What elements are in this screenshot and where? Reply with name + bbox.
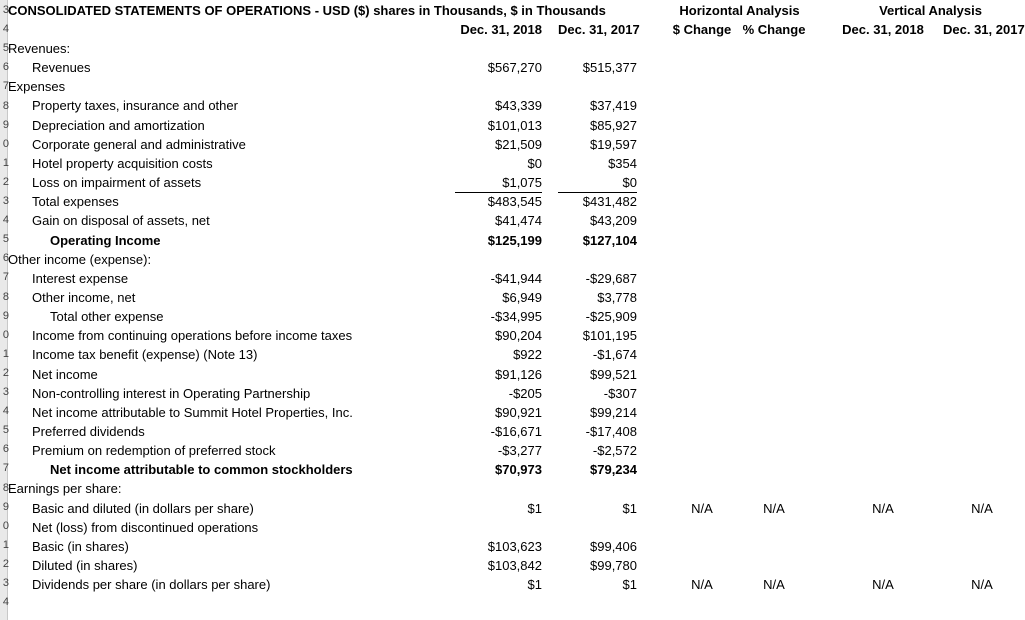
row-number[interactable]: 9 [2,500,9,513]
row-number[interactable]: 1 [2,156,9,169]
row-number[interactable]: 7 [2,462,9,475]
value-2017[interactable]: $79,234 [590,462,637,478]
row-number[interactable]: 8 [2,290,9,303]
value-2018[interactable]: $125,199 [487,232,542,248]
row-label[interactable]: Revenues: [8,41,71,56]
dollar-change-cell[interactable]: N/A [691,577,713,593]
row-number[interactable]: 6 [2,252,9,265]
value-2017[interactable]: $37,419 [590,98,637,114]
table-row [8,479,1024,498]
row-number[interactable]: 4 [2,405,9,418]
row-label[interactable]: Property taxes, insurance and other [32,98,238,114]
value-2017[interactable]: -$307 [603,385,637,401]
value-2017[interactable]: -$1,674 [592,347,637,363]
row-number[interactable]: 3 [2,195,9,207]
row-number[interactable]: 6 [2,61,9,74]
row-number[interactable]: 3 [2,386,9,398]
value-2017[interactable]: $515,377 [582,60,637,76]
row-label[interactable]: Net income [32,366,98,382]
table-row [8,345,1024,364]
value-2017[interactable]: $99,406 [590,538,637,554]
pct-change-cell[interactable]: N/A [763,577,785,593]
vertical-2017-cell[interactable]: N/A [971,577,993,593]
value-2018[interactable]: -$205 [508,385,542,401]
value-2017[interactable]: -$25,909 [585,309,637,325]
table-row [8,575,1024,594]
table-row [8,307,1024,326]
row-label[interactable]: Premium on redemption of preferred stock [32,443,276,459]
row-number[interactable]: 8 [2,481,9,494]
row-label[interactable]: Interest expense [32,270,129,286]
row-label[interactable]: Earnings per share: [8,481,122,497]
value-2018[interactable]: $101,013 [487,117,542,133]
row-number[interactable]: 0 [2,137,9,150]
table-row [8,384,1024,403]
value-2017[interactable]: $43,209 [590,213,637,229]
table-row [8,77,1024,96]
row-label[interactable]: Diluted (in shares) [32,558,138,574]
value-2017[interactable]: $19,597 [590,136,637,152]
value-2018[interactable]: $70,973 [495,462,542,478]
col-header-dollar-change[interactable]: $ Change [672,22,732,37]
vertical-analysis-header[interactable]: Vertical Analysis [879,3,982,18]
value-2018[interactable]: -$16,671 [490,424,542,439]
row-label[interactable]: Net (loss) from discontinued operations [32,519,259,535]
col-header-dec-2018[interactable]: Dec. 31, 2018 [460,22,542,37]
row-label[interactable]: Other income (expense): [8,251,152,267]
row-number[interactable]: 5 [2,42,9,55]
vertical-2018-cell[interactable]: N/A [872,577,894,593]
value-2018[interactable]: $103,623 [487,538,542,554]
table-row [8,269,1024,288]
value-2018[interactable]: $1 [527,577,542,593]
row-label[interactable]: Basic and diluted (in dollars per share) [32,500,254,516]
statement-title[interactable]: CONSOLIDATED STATEMENTS OF OPERATIONS - USD ($) shares in Thousands, $ in Thousands [8,3,606,18]
col-header-pct-change[interactable]: % Change [742,22,806,37]
table-row [8,460,1024,479]
value-2017[interactable]: -$2,572 [592,443,637,459]
row-number[interactable]: 7 [2,80,9,93]
row-number[interactable]: 6 [2,443,9,456]
row-number[interactable]: 9 [2,309,9,322]
value-2018[interactable]: -$34,995 [490,309,542,325]
value-2018[interactable]: $91,126 [495,366,542,382]
row-label[interactable]: Total other expense [50,309,164,325]
row-label[interactable]: Expenses [8,79,66,95]
table-row [8,154,1024,173]
row-label[interactable]: Hotel property acquisition costs [32,155,213,171]
value-2018[interactable]: $21,509 [495,136,542,152]
value-2017[interactable]: $99,214 [590,404,637,420]
value-2017[interactable]: $101,195 [582,328,637,344]
row-label[interactable]: Loss on impairment of assets [32,175,202,191]
row-label[interactable]: Net income attributable to Summit Hotel Properties, Inc. [32,404,353,420]
table-row [8,365,1024,384]
value-2018[interactable]: $41,474 [495,213,542,229]
row-label[interactable]: Non-controlling interest in Operating Partnership [32,385,311,401]
table-row [8,556,1024,575]
col-header-vertical-2018[interactable]: Dec. 31, 2018 [842,22,924,37]
table-row [8,326,1024,345]
pct-change-cell[interactable]: N/A [763,500,785,516]
value-2017[interactable]: $85,927 [590,117,637,133]
table-row [8,288,1024,307]
value-2018[interactable]: $103,842 [487,558,542,574]
row-number[interactable]: 4 [2,596,9,609]
table-row [8,518,1024,537]
value-2018[interactable]: -$3,277 [497,443,542,459]
table-row [8,135,1024,154]
row-label[interactable]: Total expenses [32,194,119,210]
row-number[interactable]: 8 [2,99,9,112]
table-row [8,250,1024,269]
row-number[interactable]: 4 [2,214,9,227]
table-row [8,192,1024,211]
value-2017[interactable]: $354 [608,155,637,171]
table-row [8,441,1024,460]
value-2018[interactable]: $90,921 [495,404,542,420]
dollar-change-cell[interactable]: N/A [691,500,713,516]
row-label[interactable]: Basic (in shares) [32,538,129,554]
horizontal-analysis-header[interactable]: Horizontal Analysis [679,3,800,18]
row-number[interactable]: 2 [2,366,9,379]
value-2018[interactable]: $43,339 [495,98,542,114]
value-2017[interactable]: $3,778 [597,289,637,305]
value-2018[interactable]: $6,949 [502,289,542,305]
table-row [8,537,1024,556]
col-header-vertical-2017[interactable]: Dec. 31, 2017 [943,22,1025,37]
value-2017[interactable]: $431,482 [582,194,637,210]
table-row [8,116,1024,135]
row-label[interactable]: Income tax benefit (expense) (Note 13) [32,347,258,363]
header-row-2 [8,20,1024,39]
value-2018[interactable]: -$41,944 [490,270,542,286]
value-2018[interactable]: $922 [513,347,542,363]
row-label[interactable]: Operating Income [50,232,161,248]
table-row [8,499,1024,518]
row-number[interactable]: 5 [2,233,9,246]
table-row [8,422,1024,441]
table-row [8,403,1024,422]
value-2018[interactable]: $0 [527,155,542,171]
row-label[interactable]: Preferred dividends [32,424,145,439]
row-number[interactable]: 1 [2,347,9,360]
value-2017[interactable]: -$17,408 [585,424,637,439]
row-label[interactable]: Gain on disposal of assets, net [32,213,210,229]
value-2017[interactable]: $0 [558,173,637,193]
row-label[interactable]: Income from continuing operations before income taxes [32,328,353,344]
value-2017[interactable]: $1 [622,577,637,593]
table-row [8,211,1024,230]
row-label[interactable]: Revenues [32,60,91,76]
row-number[interactable]: 3 [2,4,9,16]
row-number[interactable]: 0 [2,328,9,341]
vertical-2018-cell[interactable]: N/A [872,500,894,516]
vertical-2017-cell[interactable]: N/A [971,500,993,516]
row-label[interactable]: Other income, net [32,289,136,305]
row-number[interactable]: 5 [2,424,9,437]
row-number[interactable]: 7 [2,271,9,284]
table-row [8,96,1024,115]
value-2018[interactable]: $1 [527,500,542,516]
table-row [8,173,1024,192]
table-row [8,231,1024,250]
value-2018[interactable]: $90,204 [495,328,542,344]
row-label[interactable]: Corporate general and administrative [32,136,246,152]
row-label[interactable]: Dividends per share (in dollars per share) [32,577,271,593]
col-header-dec-2017[interactable]: Dec. 31, 2017 [558,22,640,37]
row-number[interactable]: 9 [2,118,9,131]
row-label[interactable]: Net income attributable to common stockholders [50,462,353,478]
value-2017[interactable]: -$29,687 [585,270,637,286]
row-number[interactable]: 4 [2,23,9,36]
header-row-1 [8,1,1024,20]
row-number[interactable]: 3 [2,577,9,589]
value-2017[interactable]: $99,521 [590,366,637,382]
value-2017[interactable]: $1 [622,500,637,516]
table-row [8,39,1024,58]
row-number[interactable]: 2 [2,175,9,188]
value-2017[interactable]: $127,104 [582,232,637,248]
row-number[interactable]: 0 [2,519,9,532]
row-number[interactable]: 1 [2,538,9,551]
row-number[interactable]: 2 [2,557,9,570]
value-2018[interactable]: $483,545 [487,194,542,210]
table-row [8,58,1024,77]
row-label[interactable]: Depreciation and amortization [32,117,205,133]
value-2018[interactable]: $567,270 [487,60,542,76]
value-2017[interactable]: $99,780 [590,558,637,574]
row-header-column [0,0,8,620]
value-2018[interactable]: $1,075 [455,173,542,193]
